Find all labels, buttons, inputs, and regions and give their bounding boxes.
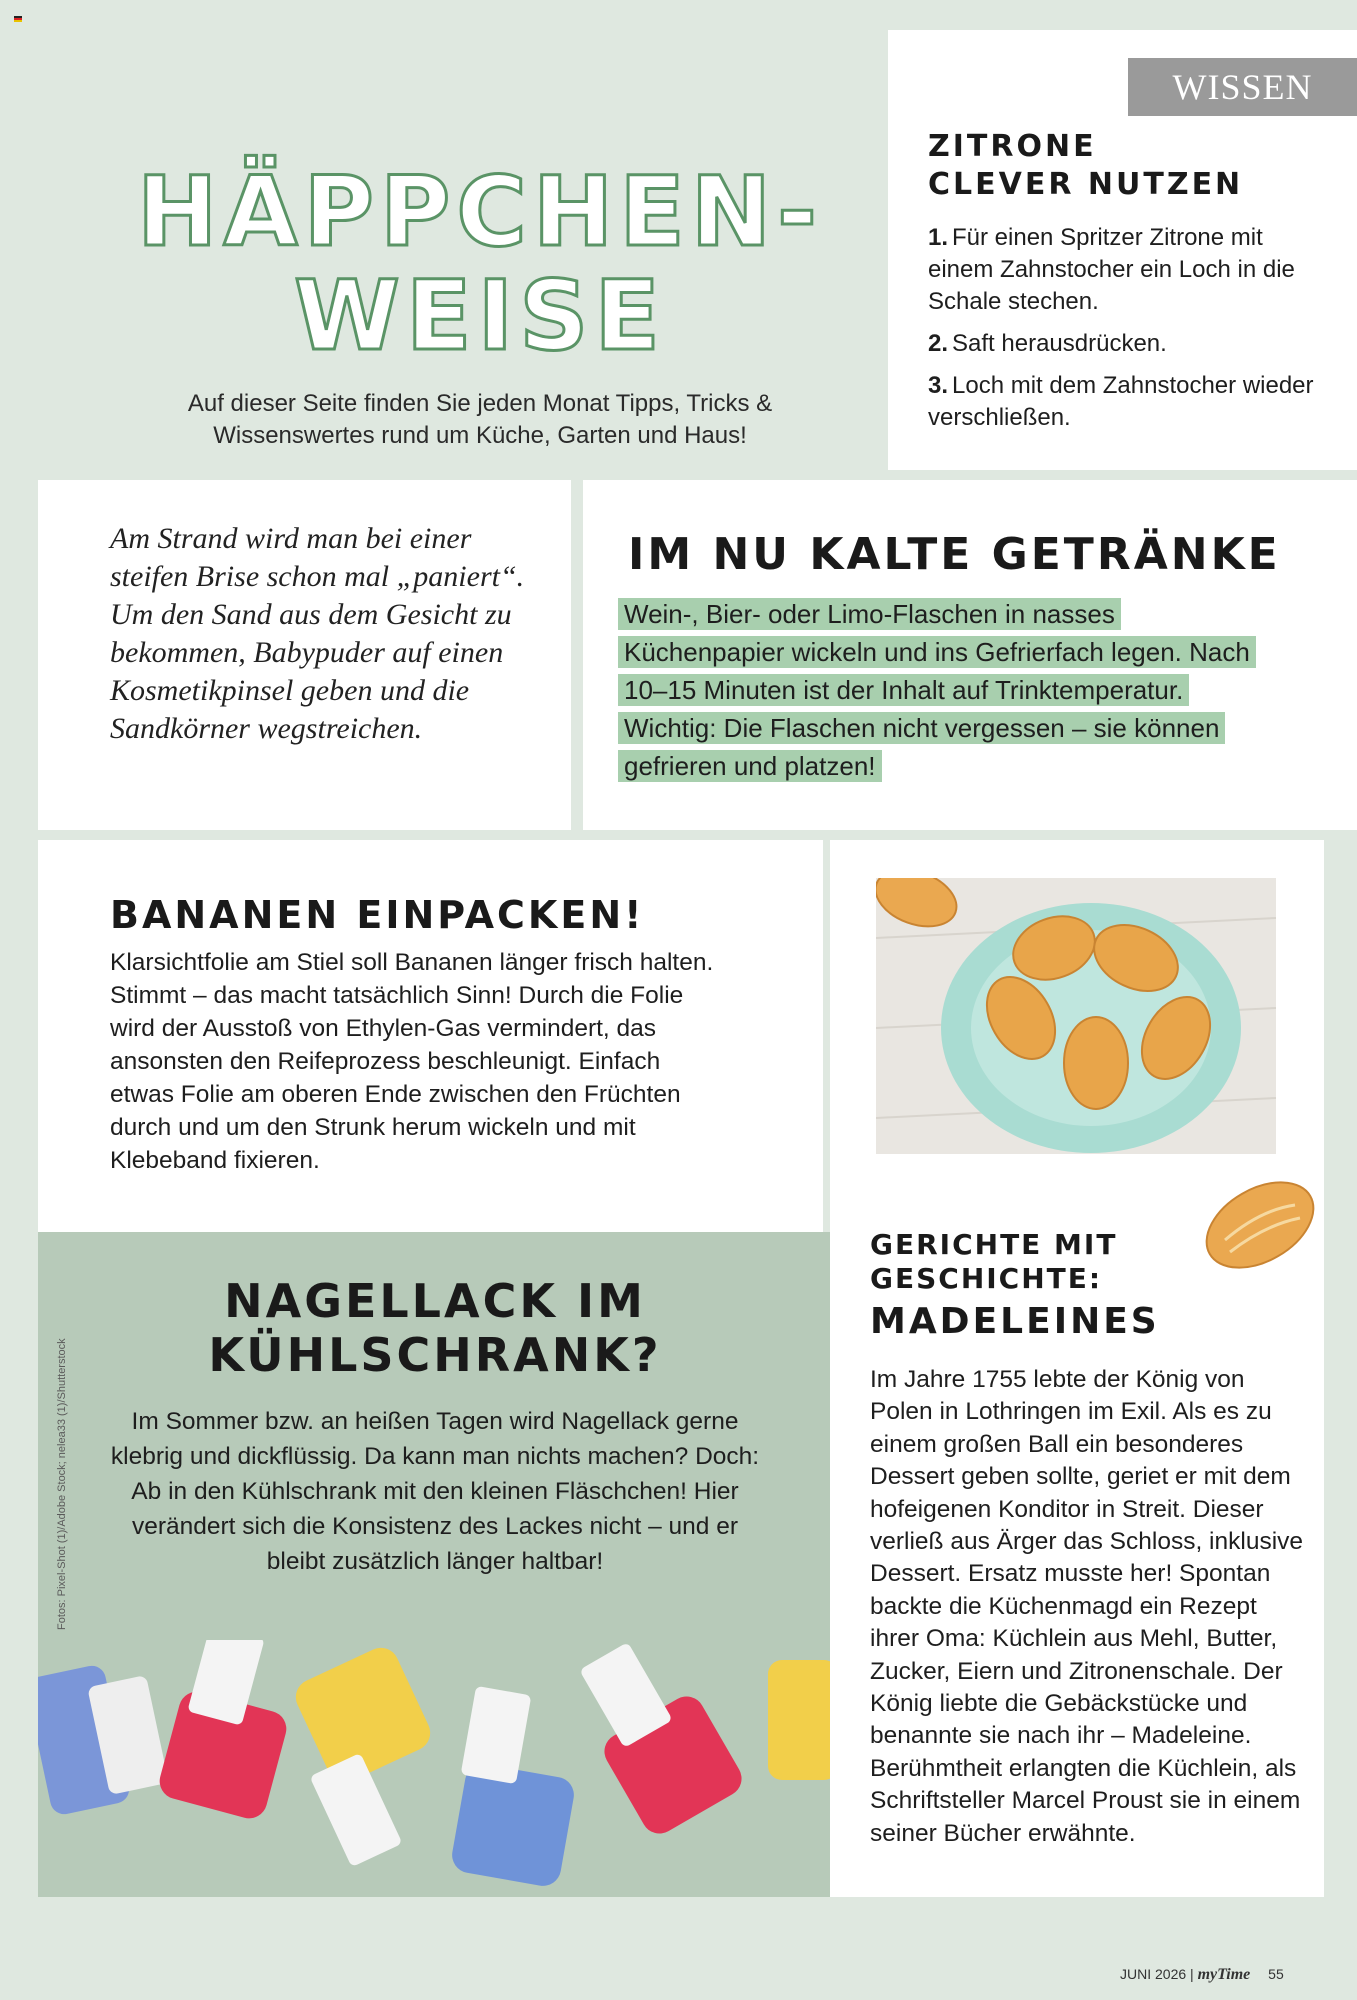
title-line-2: WEISE xyxy=(294,260,666,372)
nagellack-title-line-2: KÜHLSCHRANK? xyxy=(208,1328,662,1382)
highlighted-text: Wein-, Bier- oder Limo-Flaschen in nasses Küchenpapier wickeln und ins Gefrierfach legen. Nach 10–15 Minuten ist der Inhalt auf Trinktemperatur. Wichtig: Die Flaschen nicht vergessen – sie können gefrieren und platzen! xyxy=(618,598,1256,782)
step-text: Saft herausdrücken. xyxy=(952,330,1167,357)
list-item xyxy=(928,370,1328,434)
zitrone-steps xyxy=(928,222,1328,444)
folio-magazine: myTime xyxy=(1197,1966,1251,1983)
madeleines-text: Im Jahre 1755 lebte der König von Polen in Lothringen im Exil. Als es zu einem großen Ball ein besonderes Dessert geben sollte, geriet er mit dem hofeigenen Konditor in Streit. Dieser verließ aus Ärger das Schloss, inklusive Dessert. Ersatz musste her! Spontan backte die Küchenmagd ein Rezept ihrer Oma: Küchlein aus Mehl, Butter, Zucker, Eiern und Zitronenschale. Der König liebte die Gebäckstücke und benannte sie nach ihr – Madeleine. Berühmtheit erlangten die Küchlein, als Schriftsteller Marcel Proust sie in einem seiner Bücher erwähnte. xyxy=(870,1366,1304,1847)
step-number: 2. xyxy=(928,330,949,357)
step-number: 1. xyxy=(928,224,949,251)
zitrone-title-line-1: ZITRONE xyxy=(928,129,1097,164)
nagellack-title-line-1: NAGELLACK IM xyxy=(224,1274,646,1328)
bananen-title: BANANEN EINPACKEN! xyxy=(110,893,645,937)
nagellack-title xyxy=(110,1274,760,1382)
photo-credit: Fotos: Pixel-Shot (1)/Adobe Stock; nelea33 (1)/Shutterstock xyxy=(56,1338,68,1630)
page-subtitle: Auf dieser Seite finden Sie jeden Monat Tipps, Tricks & Wissenswertes rund um Küche, Garten und Haus! xyxy=(187,390,773,449)
bananen-text: Klarsichtfolie am Stiel soll Bananen länger frisch halten. Stimmt – das macht tatsächlich Sinn! Durch die Folie wird der Ausstoß von Ethylen-Gas vermindert, das ansonsten den Reifeprozess beschleunigt. Einfach etwas Folie am oberen Ende zwischen den Früchten durch und um den Strunk herum wickeln und mit Klebeband fixieren. xyxy=(110,949,714,1174)
nagellack-text: Im Sommer bzw. an heißen Tagen wird Nagellack gerne klebrig und dickflüssig. Da kann man nichts machen? Doch: Ab in den Kühlschrank mit den kleinen Fläschchen! Hier verändert sich die Konsistenz des Lackes nicht – und er bleibt zusätzlich länger haltbar! xyxy=(110,1408,760,1575)
madeleine-extra-photo xyxy=(1180,1170,1330,1280)
kicker-line-2: GESCHICHTE: xyxy=(870,1262,1103,1295)
madeleines-photo xyxy=(876,878,1276,1154)
step-text: Für einen Spritzer Zitrone mit einem Zahnstocher ein Loch in die Schale stechen. xyxy=(928,224,1295,315)
flag-mark xyxy=(14,16,22,22)
step-text: Loch mit dem Zahnstocher wieder verschließen. xyxy=(928,372,1314,431)
page-folio xyxy=(1120,1966,1284,1984)
madeleines-title: MADELEINES xyxy=(870,1301,1160,1342)
list-item xyxy=(928,328,1328,360)
zitrone-title-line-2: CLEVER NUTZEN xyxy=(928,167,1244,202)
strand-tip-text: Am Strand wird man bei einer steifen Brise schon mal „paniert“. Um den Sand aus dem Gesicht zu bekommen, Babypuder auf einen Kosmetikpinsel geben und die Sandkörner wegstreichen. xyxy=(110,522,525,745)
getraenke-text xyxy=(618,595,1258,785)
title-line-1: HÄPPCHEN- xyxy=(137,156,823,268)
kicker-line-1: GERICHTE MIT xyxy=(870,1228,1118,1261)
getraenke-title: IM NU KALTE GETRÄNKE xyxy=(628,529,1281,580)
step-number: 3. xyxy=(928,372,949,399)
wissen-tag: WISSEN xyxy=(1128,58,1357,116)
zitrone-title xyxy=(928,128,1243,204)
madeleines-kicker xyxy=(870,1228,1117,1296)
folio-page-number: 55 xyxy=(1268,1966,1284,1982)
page-title xyxy=(120,156,840,372)
folio-issue: JUNI 2026 | xyxy=(1120,1966,1194,1982)
nail-polish-photo xyxy=(38,1640,830,1897)
list-item xyxy=(928,222,1328,318)
